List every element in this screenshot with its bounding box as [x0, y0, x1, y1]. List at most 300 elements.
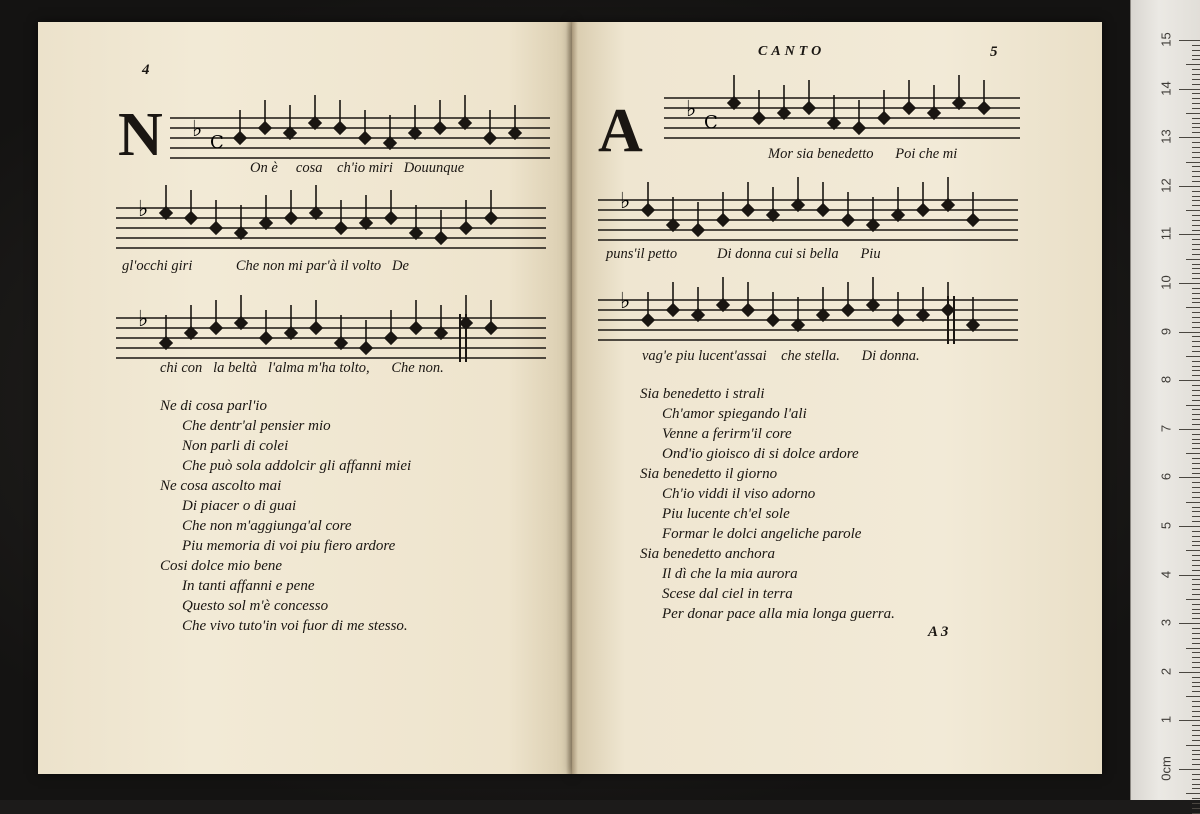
- lyric-syllable: che stella.: [781, 348, 840, 364]
- ruler-tick: [1192, 589, 1200, 590]
- ruler-tick: [1179, 672, 1200, 673]
- ruler-tick: [1192, 385, 1200, 386]
- note-head: [385, 332, 397, 344]
- svg-text:♭: ♭: [686, 97, 697, 122]
- notes: [728, 75, 990, 134]
- ruler-tick: [1192, 157, 1200, 158]
- ruler-tick: [1192, 662, 1200, 663]
- ruler-tick: [1192, 473, 1200, 474]
- note-head: [767, 209, 779, 221]
- ruler-tick: [1192, 127, 1200, 128]
- stanza-line: Sia benedetto i strali: [640, 386, 765, 402]
- ruler-tick: [1192, 264, 1200, 265]
- note-head: [160, 207, 172, 219]
- ruler-tick: [1192, 298, 1200, 299]
- note-head: [667, 219, 679, 231]
- running-head: CANTO: [758, 44, 826, 59]
- ruler-tick: [1192, 531, 1200, 532]
- ruler-tick: [1192, 322, 1200, 323]
- note-head: [692, 224, 704, 236]
- lyric-syllable: Douunque: [403, 160, 465, 176]
- svg-text:C: C: [704, 112, 718, 133]
- stanza-line: Che può sola addolcir gli affanni miei: [182, 458, 412, 474]
- note-head: [642, 204, 654, 216]
- ruler-tick: [1192, 511, 1200, 512]
- stanza-line: Di piacer o di guai: [182, 498, 297, 514]
- ruler-tick: [1192, 366, 1200, 367]
- ruler-tick: [1192, 754, 1200, 755]
- note-head: [285, 212, 297, 224]
- ruler-tick: [1192, 205, 1200, 206]
- ruler-tick: [1192, 176, 1200, 177]
- ruler-tick: [1179, 332, 1200, 333]
- ruler-tick: [1192, 79, 1200, 80]
- ruler-tick: [1192, 565, 1200, 566]
- note-head: [234, 132, 246, 144]
- measurement-ruler: [1130, 0, 1200, 800]
- note-head: [434, 122, 446, 134]
- lyric-syllable: vag'e piu lucent'assai: [642, 348, 767, 364]
- ruler-tick: [1192, 239, 1200, 240]
- ruler-tick: [1179, 89, 1200, 90]
- note-head: [642, 314, 654, 326]
- ruler-tick: [1192, 516, 1200, 517]
- ruler-tick: [1192, 730, 1200, 731]
- ruler-number: 3: [1158, 619, 1174, 627]
- note-head: [767, 314, 779, 326]
- ruler-tick: [1192, 171, 1200, 172]
- ruler-tick: [1192, 594, 1200, 595]
- note-head: [235, 227, 247, 239]
- lyric-syllable: puns'il petto: [606, 246, 678, 262]
- notes: [642, 177, 979, 236]
- ruler-tick: [1192, 230, 1200, 231]
- stanza-line: Che vivo tuto'in voi fuor di me stesso.: [182, 618, 408, 634]
- ruler-tick: [1179, 283, 1200, 284]
- stanza-line: Per donar pace alla mia longa guerra.: [662, 606, 895, 622]
- ruler-tick: [1192, 507, 1200, 508]
- ruler-tick: [1192, 759, 1200, 760]
- ruler-tick: [1192, 735, 1200, 736]
- stanza-line: Ch'amor spiegando l'ali: [662, 406, 807, 422]
- lyric-syllable: cosa: [295, 160, 323, 176]
- ruler-tick: [1192, 273, 1200, 274]
- note-head: [485, 322, 497, 334]
- note-head: [485, 212, 497, 224]
- note-head: [460, 222, 472, 234]
- lyric-syllable: Mor sia benedetto: [768, 146, 874, 162]
- note-head: [842, 304, 854, 316]
- note-head: [728, 97, 740, 109]
- ruler-tick: [1192, 191, 1200, 192]
- ruler-tick: [1192, 706, 1200, 707]
- note-head: [260, 217, 272, 229]
- ruler-tick: [1179, 137, 1200, 138]
- ruler-tick: [1192, 293, 1200, 294]
- common-time-sign: C: [210, 132, 224, 153]
- ruler-tick: [1192, 788, 1200, 789]
- stanza-line: Formar le dolci angeliche parole: [662, 526, 862, 542]
- ruler-tick: [1192, 584, 1200, 585]
- ruler-tick: [1179, 526, 1200, 527]
- ruler-tick: [1192, 147, 1200, 148]
- ruler-number: 11: [1158, 227, 1174, 241]
- ruler-tick: [1192, 152, 1200, 153]
- ruler-tick: [1192, 220, 1200, 221]
- note-head: [778, 107, 790, 119]
- ruler-tick: [1192, 132, 1200, 133]
- ruler-tick: [1192, 400, 1200, 401]
- ruler-tick: [1192, 803, 1200, 804]
- note-head: [917, 204, 929, 216]
- ruler-tick: [1192, 196, 1200, 197]
- stanza-line: In tanti affanni e pene: [182, 578, 315, 594]
- ruler-tick: [1186, 64, 1200, 65]
- stanza-line: Il dì che la mia aurora: [662, 566, 798, 582]
- page-number-left: 4: [142, 62, 150, 78]
- ruler-tick: [1192, 750, 1200, 751]
- note-head: [210, 222, 222, 234]
- music-staff-4: [664, 64, 1020, 148]
- ruler-tick: [1192, 288, 1200, 289]
- ruler-tick: [1186, 599, 1200, 600]
- ruler-tick: [1179, 769, 1200, 770]
- ruler-tick: [1192, 439, 1200, 440]
- ruler-tick: [1179, 234, 1200, 235]
- stanza-line: Ch'io viddi il viso adorno: [662, 486, 816, 502]
- ruler-tick: [1192, 545, 1200, 546]
- note-head: [484, 132, 496, 144]
- note-head: [903, 102, 915, 114]
- ruler-tick: [1192, 98, 1200, 99]
- ruler-number: 10: [1158, 275, 1174, 290]
- ruler-tick: [1192, 468, 1200, 469]
- ruler-number: 8: [1158, 376, 1174, 384]
- ruler-tick: [1186, 453, 1200, 454]
- ruler-tick: [1186, 793, 1200, 794]
- ruler-tick: [1192, 166, 1200, 167]
- lyric-syllable: De: [392, 258, 409, 274]
- page-number-right: 5: [990, 44, 998, 60]
- note-head: [334, 122, 346, 134]
- ruler-tick: [1192, 390, 1200, 391]
- note-head: [185, 212, 197, 224]
- ruler-tick: [1192, 341, 1200, 342]
- note-head: [210, 322, 222, 334]
- note-head: [792, 199, 804, 211]
- ruler-tick: [1192, 628, 1200, 629]
- note-head: [509, 127, 521, 139]
- ruler-tick: [1192, 764, 1200, 765]
- ruler-tick: [1192, 536, 1200, 537]
- note-head: [410, 227, 422, 239]
- ruler-tick: [1192, 638, 1200, 639]
- ruler-tick: [1192, 613, 1200, 614]
- note-head: [953, 97, 965, 109]
- ruler-tick: [1192, 142, 1200, 143]
- note-head: [867, 219, 879, 231]
- note-head: [284, 127, 296, 139]
- ruler-number: 9: [1158, 327, 1174, 335]
- stanza-line: Che dentr'al pensier mio: [182, 418, 331, 434]
- note-head: [410, 322, 422, 334]
- stanza-line: Sia benedetto il giorno: [640, 466, 778, 482]
- ruler-tick: [1192, 103, 1200, 104]
- left-page: [38, 22, 572, 774]
- lyric-syllable: ch'io miri: [337, 160, 393, 176]
- note-head: [310, 207, 322, 219]
- lyric-line-3: [160, 360, 444, 377]
- book-gutter: [566, 22, 578, 774]
- ruler-tick: [1179, 623, 1200, 624]
- ruler-tick: [1186, 648, 1200, 649]
- ruler-tick: [1192, 487, 1200, 488]
- note-head: [817, 204, 829, 216]
- ruler-tick: [1192, 74, 1200, 75]
- lyric-line-2: [122, 258, 409, 275]
- ruler-tick: [1192, 784, 1200, 785]
- ruler-tick: [1192, 225, 1200, 226]
- lyric-syllable: la beltà: [213, 360, 258, 376]
- ruler-tick: [1192, 312, 1200, 313]
- ruler-tick: [1192, 395, 1200, 396]
- ruler-tick: [1179, 40, 1200, 41]
- notes: [642, 277, 979, 331]
- ruler-tick: [1192, 779, 1200, 780]
- ruler-tick: [1192, 798, 1200, 799]
- ruler-tick: [1179, 575, 1200, 576]
- ruler-tick: [1192, 409, 1200, 410]
- note-head: [742, 204, 754, 216]
- note-head: [384, 137, 396, 149]
- ruler-tick: [1192, 579, 1200, 580]
- stanza-line: Ne cosa ascolto mai: [160, 478, 282, 494]
- notes: [234, 95, 521, 149]
- ruler-number: 12: [1158, 178, 1174, 193]
- ruler-tick: [1186, 696, 1200, 697]
- ruler-tick: [1192, 123, 1200, 124]
- ruler-tick: [1192, 682, 1200, 683]
- note-head: [385, 212, 397, 224]
- ruler-tick: [1192, 774, 1200, 775]
- ruler-tick: [1192, 482, 1200, 483]
- ruler-tick: [1192, 419, 1200, 420]
- ruler-tick: [1192, 351, 1200, 352]
- ruler-tick: [1192, 521, 1200, 522]
- stanza-line: Venne a ferirm'il core: [662, 426, 792, 442]
- ruler-tick: [1192, 93, 1200, 94]
- ruler-tick: [1192, 278, 1200, 279]
- ruler-tick: [1192, 45, 1200, 46]
- ruler-tick: [1186, 550, 1200, 551]
- ruler-tick: [1192, 725, 1200, 726]
- lyric-syllable: Di donna cui si bella: [717, 246, 839, 262]
- ruler-tick: [1192, 560, 1200, 561]
- decorated-initial-a: A: [598, 97, 643, 165]
- ruler-number: 14: [1158, 80, 1174, 96]
- lyric-syllable: Poi che mi: [895, 146, 958, 162]
- note-head: [892, 209, 904, 221]
- lyric-syllable: Che non mi par'à il volto: [235, 258, 382, 274]
- lyric-syllable: Piu: [860, 246, 881, 262]
- ruler-tick: [1192, 108, 1200, 109]
- ruler-tick: [1186, 113, 1200, 114]
- ruler-tick: [1179, 429, 1200, 430]
- music-staff-1: [170, 84, 550, 166]
- note-head: [753, 112, 765, 124]
- note-head: [359, 132, 371, 144]
- ruler-tick: [1192, 691, 1200, 692]
- ruler-tick: [1192, 541, 1200, 542]
- stanza-line: Piu memoria di voi piu fiero ardore: [182, 538, 396, 554]
- ruler-number: 4: [1158, 570, 1174, 578]
- ruler-tick: [1192, 497, 1200, 498]
- ruler-tick: [1192, 181, 1200, 182]
- lyric-syllable: Di donna.: [861, 348, 920, 364]
- lyric-line-6: [642, 348, 920, 365]
- ruler-number: 15: [1158, 32, 1174, 47]
- svg-text:♭: ♭: [620, 189, 631, 214]
- ruler-tick: [1192, 84, 1200, 85]
- stanza-line: Non parli di colei: [182, 438, 289, 454]
- ruler-tick: [1192, 677, 1200, 678]
- ruler-tick: [1192, 443, 1200, 444]
- ruler-tick: [1192, 434, 1200, 435]
- notes: [160, 185, 497, 244]
- note-head: [928, 107, 940, 119]
- ruler-number: 0cm: [1158, 756, 1174, 781]
- ruler-tick: [1186, 259, 1200, 260]
- ruler-tick: [1192, 463, 1200, 464]
- ruler-tick: [1179, 477, 1200, 478]
- ruler-tick: [1192, 740, 1200, 741]
- lyric-syllable: Che non.: [391, 360, 444, 376]
- stanza-line: Ond'io gioisco di si dolce ardore: [662, 446, 859, 462]
- note-head: [828, 117, 840, 129]
- ruler-tick: [1192, 686, 1200, 687]
- ruler-tick: [1192, 657, 1200, 658]
- ruler-tick: [1192, 448, 1200, 449]
- ruler-tick: [1192, 716, 1200, 717]
- ruler-tick: [1192, 59, 1200, 60]
- ruler-tick: [1192, 643, 1200, 644]
- note-head: [260, 332, 272, 344]
- svg-text:♭: ♭: [620, 289, 631, 314]
- note-head: [360, 217, 372, 229]
- ruler-tick: [1192, 215, 1200, 216]
- music-staff-6: [598, 266, 1018, 356]
- ruler-tick: [1192, 55, 1200, 56]
- ruler-tick: [1192, 492, 1200, 493]
- ruler-tick: [1192, 667, 1200, 668]
- note-head: [978, 102, 990, 114]
- ruler-tick: [1192, 808, 1200, 809]
- ruler-tick: [1192, 570, 1200, 571]
- ruler-number: 6: [1158, 473, 1174, 481]
- ruler-number: 13: [1158, 129, 1174, 144]
- lyric-syllable: l'alma m'ha tolto,: [267, 360, 370, 376]
- ruler-tick: [1186, 356, 1200, 357]
- ruler-tick: [1192, 618, 1200, 619]
- lyric-syllable: chi con: [160, 360, 203, 376]
- ruler-number: 5: [1158, 521, 1174, 530]
- ruler-tick: [1192, 69, 1200, 70]
- music-staff-5: [598, 166, 1018, 254]
- ruler-tick: [1192, 414, 1200, 415]
- svg-text:♭: ♭: [138, 307, 149, 332]
- ruler-tick: [1186, 405, 1200, 406]
- note-head: [409, 127, 421, 139]
- note-head: [335, 222, 347, 234]
- decorated-initial-n: N: [118, 101, 163, 169]
- ruler-tick: [1192, 317, 1200, 318]
- note-head: [803, 102, 815, 114]
- note-head: [878, 112, 890, 124]
- right-page: [572, 22, 1102, 774]
- ruler-tick: [1192, 346, 1200, 347]
- ruler-tick: [1192, 424, 1200, 425]
- ruler-tick: [1192, 50, 1200, 51]
- lyric-line-5: [606, 246, 881, 263]
- signature-mark: A 3: [928, 624, 949, 640]
- ruler-tick: [1179, 380, 1200, 381]
- note-head: [942, 199, 954, 211]
- stanza-line: Cosi dolce mio bene: [160, 558, 283, 574]
- flat-sign: ♭: [192, 117, 203, 142]
- note-head: [892, 314, 904, 326]
- ruler-tick: [1186, 210, 1200, 211]
- ruler-tick: [1192, 200, 1200, 201]
- ruler-tick: [1192, 268, 1200, 269]
- ruler-tick: [1179, 720, 1200, 721]
- ruler-number: 2: [1158, 667, 1174, 675]
- stanza-line: Ne di cosa parl'io: [160, 398, 267, 414]
- ruler-tick: [1192, 633, 1200, 634]
- ruler-tick: [1192, 701, 1200, 702]
- ruler-tick: [1192, 652, 1200, 653]
- ruler-tick: [1192, 458, 1200, 459]
- notes: [160, 295, 497, 354]
- note-head: [459, 117, 471, 129]
- stanza-line: Piu lucente ch'el sole: [662, 506, 790, 522]
- stanza-line: Sia benedetto anchora: [640, 546, 775, 562]
- note-head: [667, 304, 679, 316]
- stanza-line: Scese dal ciel in terra: [662, 586, 793, 602]
- ruler-tick: [1192, 254, 1200, 255]
- ruler-tick: [1192, 375, 1200, 376]
- ruler-number: 1: [1158, 716, 1174, 724]
- note-head: [310, 322, 322, 334]
- ruler-tick: [1186, 502, 1200, 503]
- ruler-tick: [1192, 327, 1200, 328]
- ruler-tick: [1192, 604, 1200, 605]
- note-head: [309, 117, 321, 129]
- ruler-tick: [1192, 118, 1200, 119]
- ruler-tick: [1192, 711, 1200, 712]
- note-head: [853, 122, 865, 134]
- lyric-line-4: [768, 146, 957, 163]
- note-head: [842, 214, 854, 226]
- ruler-tick: [1179, 186, 1200, 187]
- note-head: [742, 304, 754, 316]
- note-head: [360, 342, 372, 354]
- ruler-tick: [1186, 162, 1200, 163]
- stanza-line: Questo sol m'è concesso: [182, 598, 329, 614]
- svg-text:♭: ♭: [138, 197, 149, 222]
- ruler-tick: [1192, 302, 1200, 303]
- ruler-tick: [1192, 336, 1200, 337]
- ruler-tick: [1192, 555, 1200, 556]
